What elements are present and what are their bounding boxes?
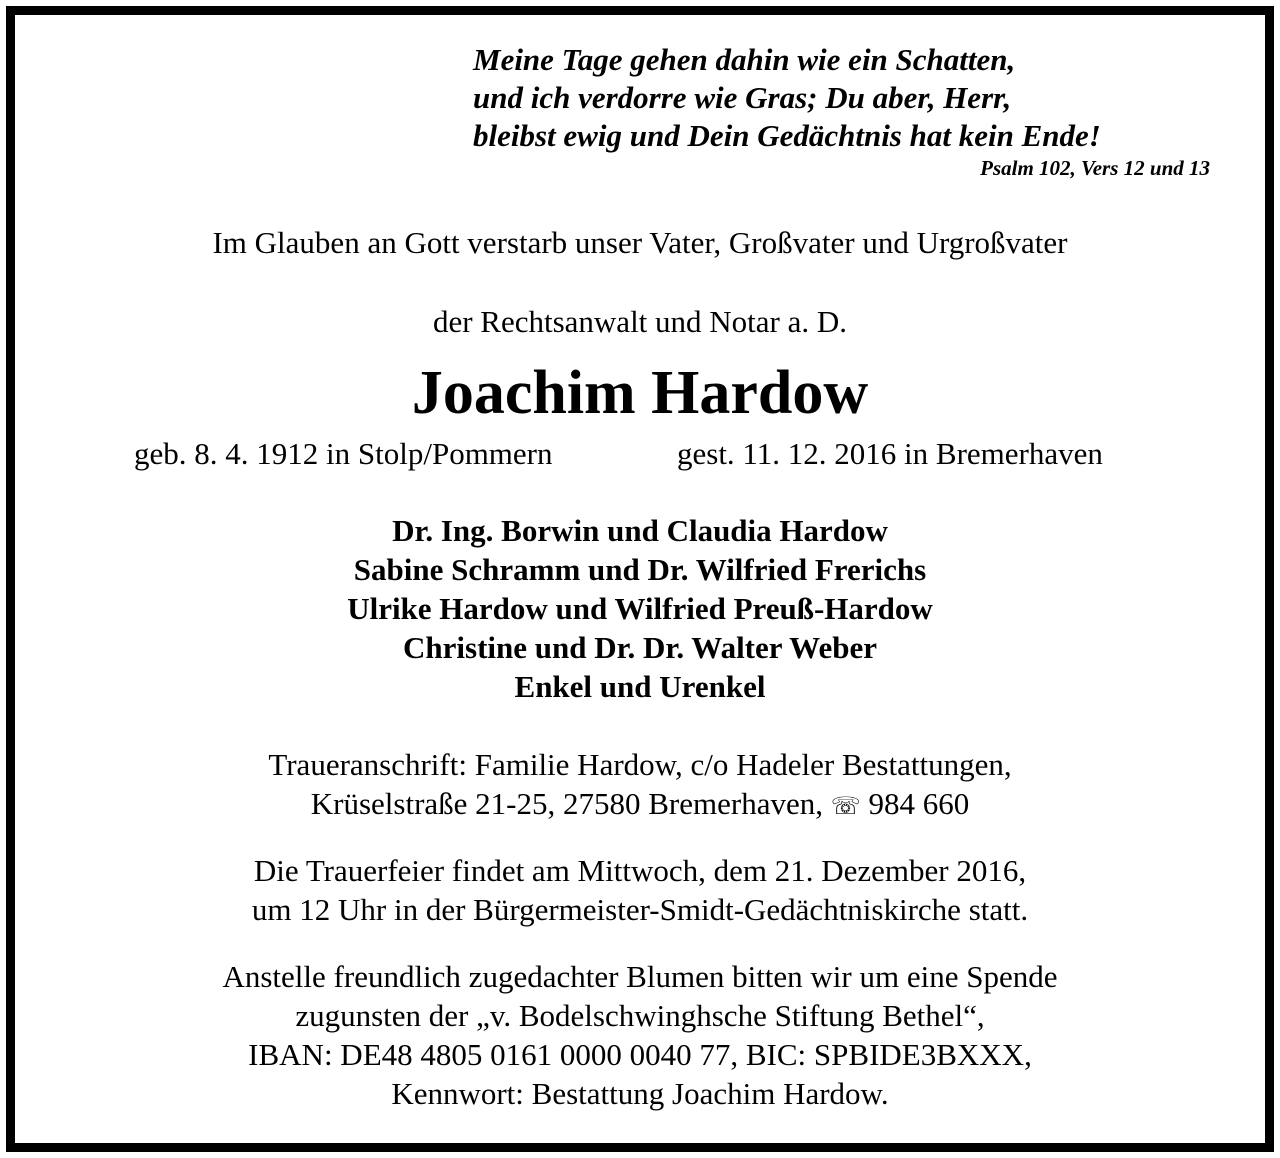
ceremony-line: Die Trauerfeier findet am Mittwoch, dem 21. Dezember 2016,	[253, 853, 1027, 888]
deceased-name: Joachim Hardow	[411, 359, 869, 427]
mourner-name: Christine und Dr. Dr. Walter Weber	[403, 630, 877, 665]
death-date: gest. 11. 12. 2016 in Bremerhaven	[677, 436, 1103, 471]
verse-line: bleibst ewig und Dein Gedächtnis hat kein Ende!	[473, 118, 1101, 153]
address-line: Traueranschrift: Familie Hardow, c/o Hadeler Bestattungen,	[268, 747, 1012, 782]
address-line	[0, 788, 1280, 819]
deceased-title: der Rechtsanwalt und Notar a. D.	[432, 304, 848, 339]
verse-line: und ich verdorre wie Gras; Du aber, Herr,	[473, 80, 1012, 115]
mourner-name: Sabine Schramm und Dr. Wilfried Frerichs	[353, 552, 927, 587]
birth-date: geb. 8. 4. 1912 in Stolp/Pommern	[134, 436, 553, 471]
phone-number: 984 660	[868, 786, 970, 821]
telephone-icon: ☏	[830, 792, 861, 820]
mourner-name: Dr. Ing. Borwin und Claudia Hardow	[392, 513, 888, 548]
verse-source: Psalm 102, Vers 12 und 13	[980, 156, 1210, 180]
donation-line: Kennwort: Bestattung Joachim Hardow.	[391, 1076, 889, 1111]
mourner-name: Ulrike Hardow und Wilfried Preuß-Hardow	[347, 591, 933, 626]
ceremony-line: um 12 Uhr in der Bürgermeister-Smidt-Gedächtniskirche statt.	[251, 892, 1029, 927]
donation-line: zugunsten der „v. Bodelschwinghsche Stiftung Bethel“,	[295, 998, 985, 1033]
address-street: Krüselstraße 21-25, 27580 Bremerhaven,	[310, 786, 823, 821]
donation-line: Anstelle freundlich zugedachter Blumen bitten wir um eine Spende	[222, 959, 1058, 994]
verse-line: Meine Tage gehen dahin wie ein Schatten,	[473, 42, 1016, 77]
intro-text: Im Glauben an Gott verstarb unser Vater, Großvater und Urgroßvater	[212, 225, 1068, 260]
donation-line: IBAN: DE48 4805 0161 0000 0040 77, BIC: SPBIDE3BXXX,	[248, 1037, 1032, 1072]
mourner-name: Enkel und Urenkel	[514, 669, 766, 704]
